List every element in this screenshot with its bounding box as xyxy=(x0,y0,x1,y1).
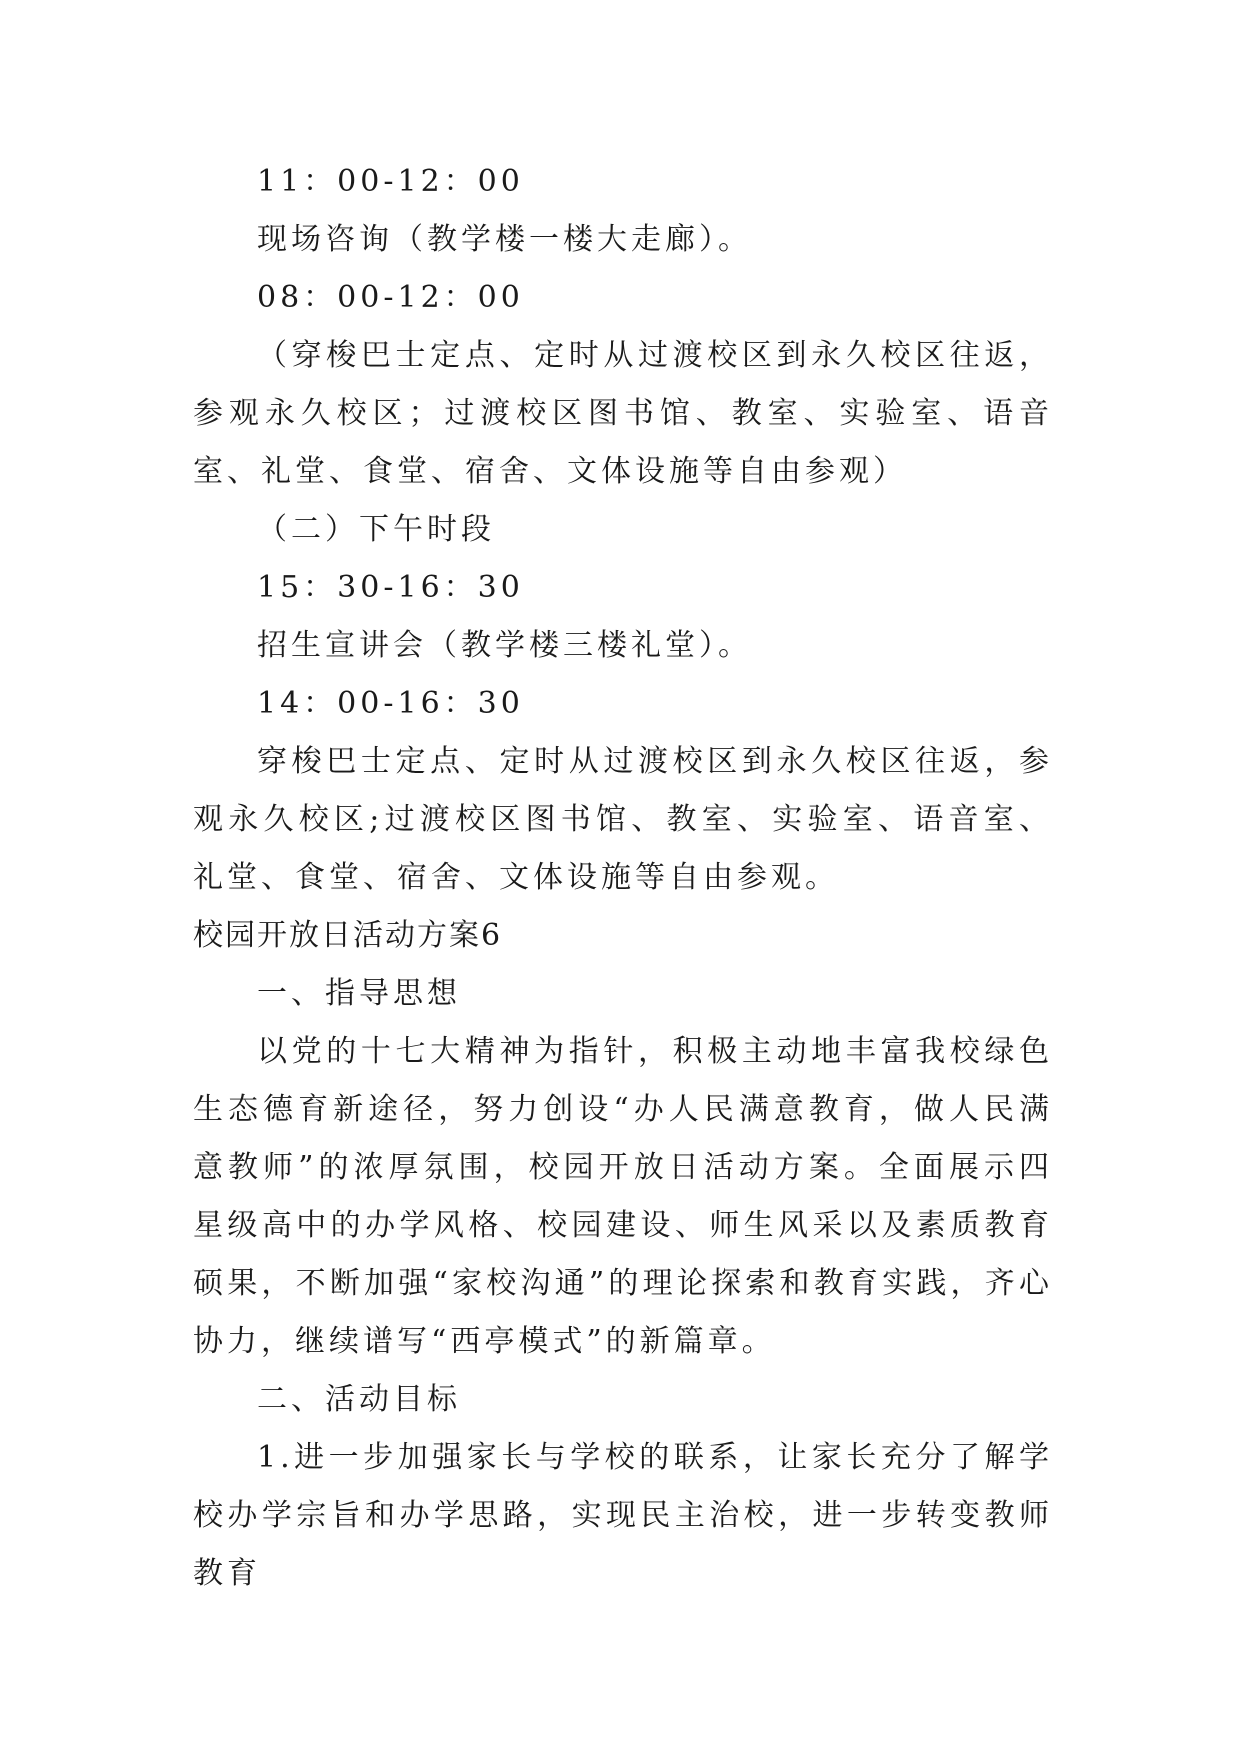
time-slot-afternoon-tour: 14：00-16：30 xyxy=(257,686,524,721)
time-slot-morning-consult: 11：00-12：00 xyxy=(257,164,524,199)
enrollment-briefing-text: 招生宣讲会（教学楼三楼礼堂）。 xyxy=(257,628,752,663)
section-title: 校园开放日活动方案6 xyxy=(193,918,503,953)
afternoon-heading: （二）下午时段 xyxy=(257,512,495,547)
time-slot-morning-tour: 08：00-12：00 xyxy=(257,280,524,315)
shuttle-tour-paragraph-morning: （穿梭巴士定点、定时从过渡校区到永久校区往返，参观永久校区；过渡校区图书馆、教室、实验室、语音室、礼堂、食堂、宿舍、文体设施等自由参观） xyxy=(193,338,1053,489)
guiding-ideology-paragraph: 以党的十七大精神为指针，积极主动地丰富我校绿色生态德育新途径，努力创设“办人民满意教育，做人民满意教师”的浓厚氛围，校园开放日活动方案。全面展示四星级高中的办学风格、校园建设、师生风采以及素质教育硕果，不断加强“家校沟通”的理论探索和教育实践，齐心协力，继续谱写“西亭模式”的新篇章。 xyxy=(193,1034,1053,1359)
shuttle-tour-paragraph-afternoon: 穿梭巴士定点、定时从过渡校区到永久校区往返，参观永久校区;过渡校区图书馆、教室、实验室、语音室、礼堂、食堂、宿舍、文体设施等自由参观。 xyxy=(193,744,1053,895)
time-slot-afternoon-briefing: 15：30-16：30 xyxy=(257,570,524,605)
onsite-consultation-text: 现场咨询（教学楼一楼大走廊）。 xyxy=(257,222,752,257)
guiding-ideology-heading: 一、指导思想 xyxy=(257,976,461,1011)
activity-goals-heading: 二、活动目标 xyxy=(257,1382,461,1417)
document-body xyxy=(193,153,1053,1603)
activity-goal-1-paragraph: 1.进一步加强家长与学校的联系，让家长充分了解学校办学宗旨和办学思路，实现民主治校，进一步转变教师教育 xyxy=(193,1440,1053,1591)
